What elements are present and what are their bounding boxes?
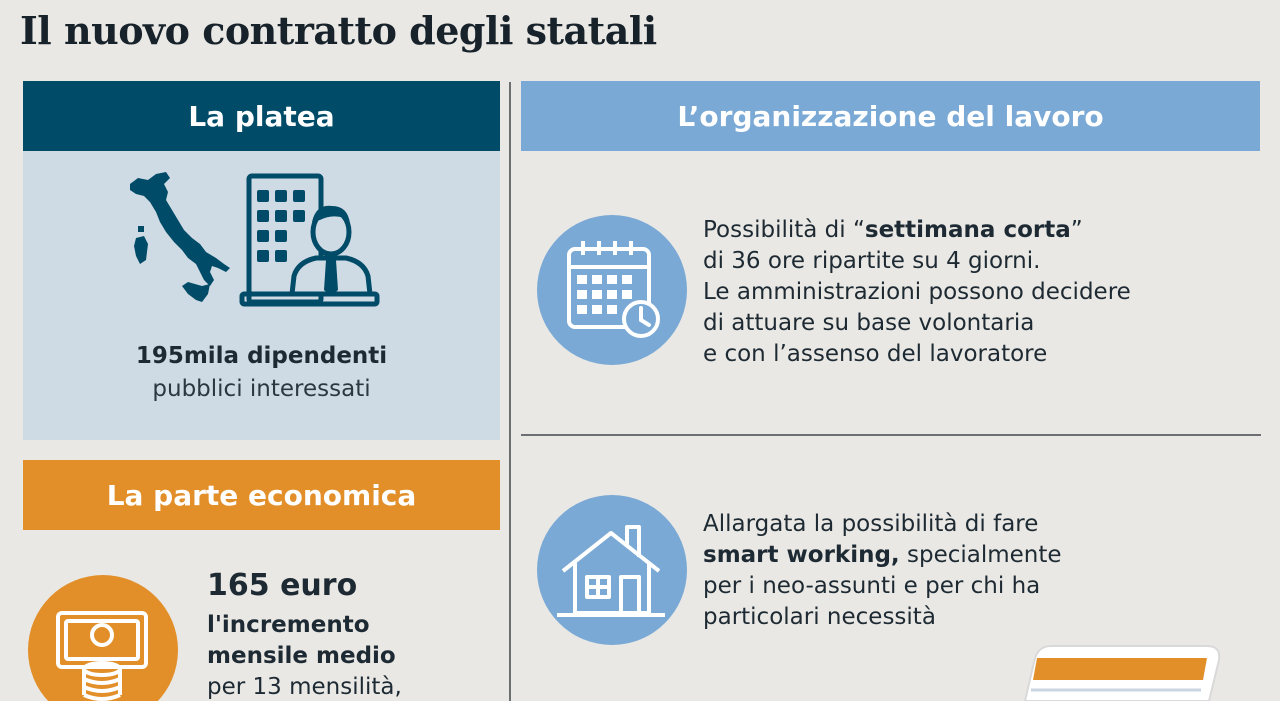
page-title: Il nuovo contratto degli statali — [20, 8, 657, 53]
organizzazione-heading: L’organizzazione del lavoro — [521, 81, 1260, 151]
banknote-coins-icon — [28, 575, 178, 701]
document-icon — [995, 638, 1245, 701]
calendar-clock-icon — [537, 215, 687, 365]
money-circle — [28, 575, 178, 701]
economica-line-3: per 13 mensilità, — [207, 674, 402, 700]
settimana-corta-text: Possibilità di “settimana corta” di 36 ore ripartite su 4 giorni. Le amministrazioni possono decidere di attuare su base volontaria e con l’assenso del lavoratore — [703, 217, 1131, 367]
economica-heading: La parte economica — [23, 460, 500, 530]
house-icon — [537, 495, 687, 645]
horizontal-divider — [521, 434, 1261, 436]
economica-line-1: l'incremento — [207, 612, 370, 638]
italy-office-worker-icon — [126, 168, 388, 316]
economica-line-2: mensile medio — [207, 643, 396, 669]
smart-working-text: Allargata la possibilità di fare smart working, specialmente per i neo-assunti e per chi ha particolari necessità — [703, 511, 1062, 630]
vertical-divider — [509, 82, 511, 701]
smart-working-bold: smart working, — [703, 542, 900, 568]
settimana-corta-bold: settimana corta — [864, 217, 1071, 243]
platea-stat-text: pubblici interessati — [152, 376, 371, 402]
platea-heading: La platea — [23, 81, 500, 151]
calendar-circle — [537, 215, 687, 365]
platea-panel — [23, 151, 500, 440]
economica-amount: 165 euro — [207, 568, 358, 603]
house-circle — [537, 495, 687, 645]
platea-stat-bold: 195mila dipendenti — [135, 343, 388, 369]
